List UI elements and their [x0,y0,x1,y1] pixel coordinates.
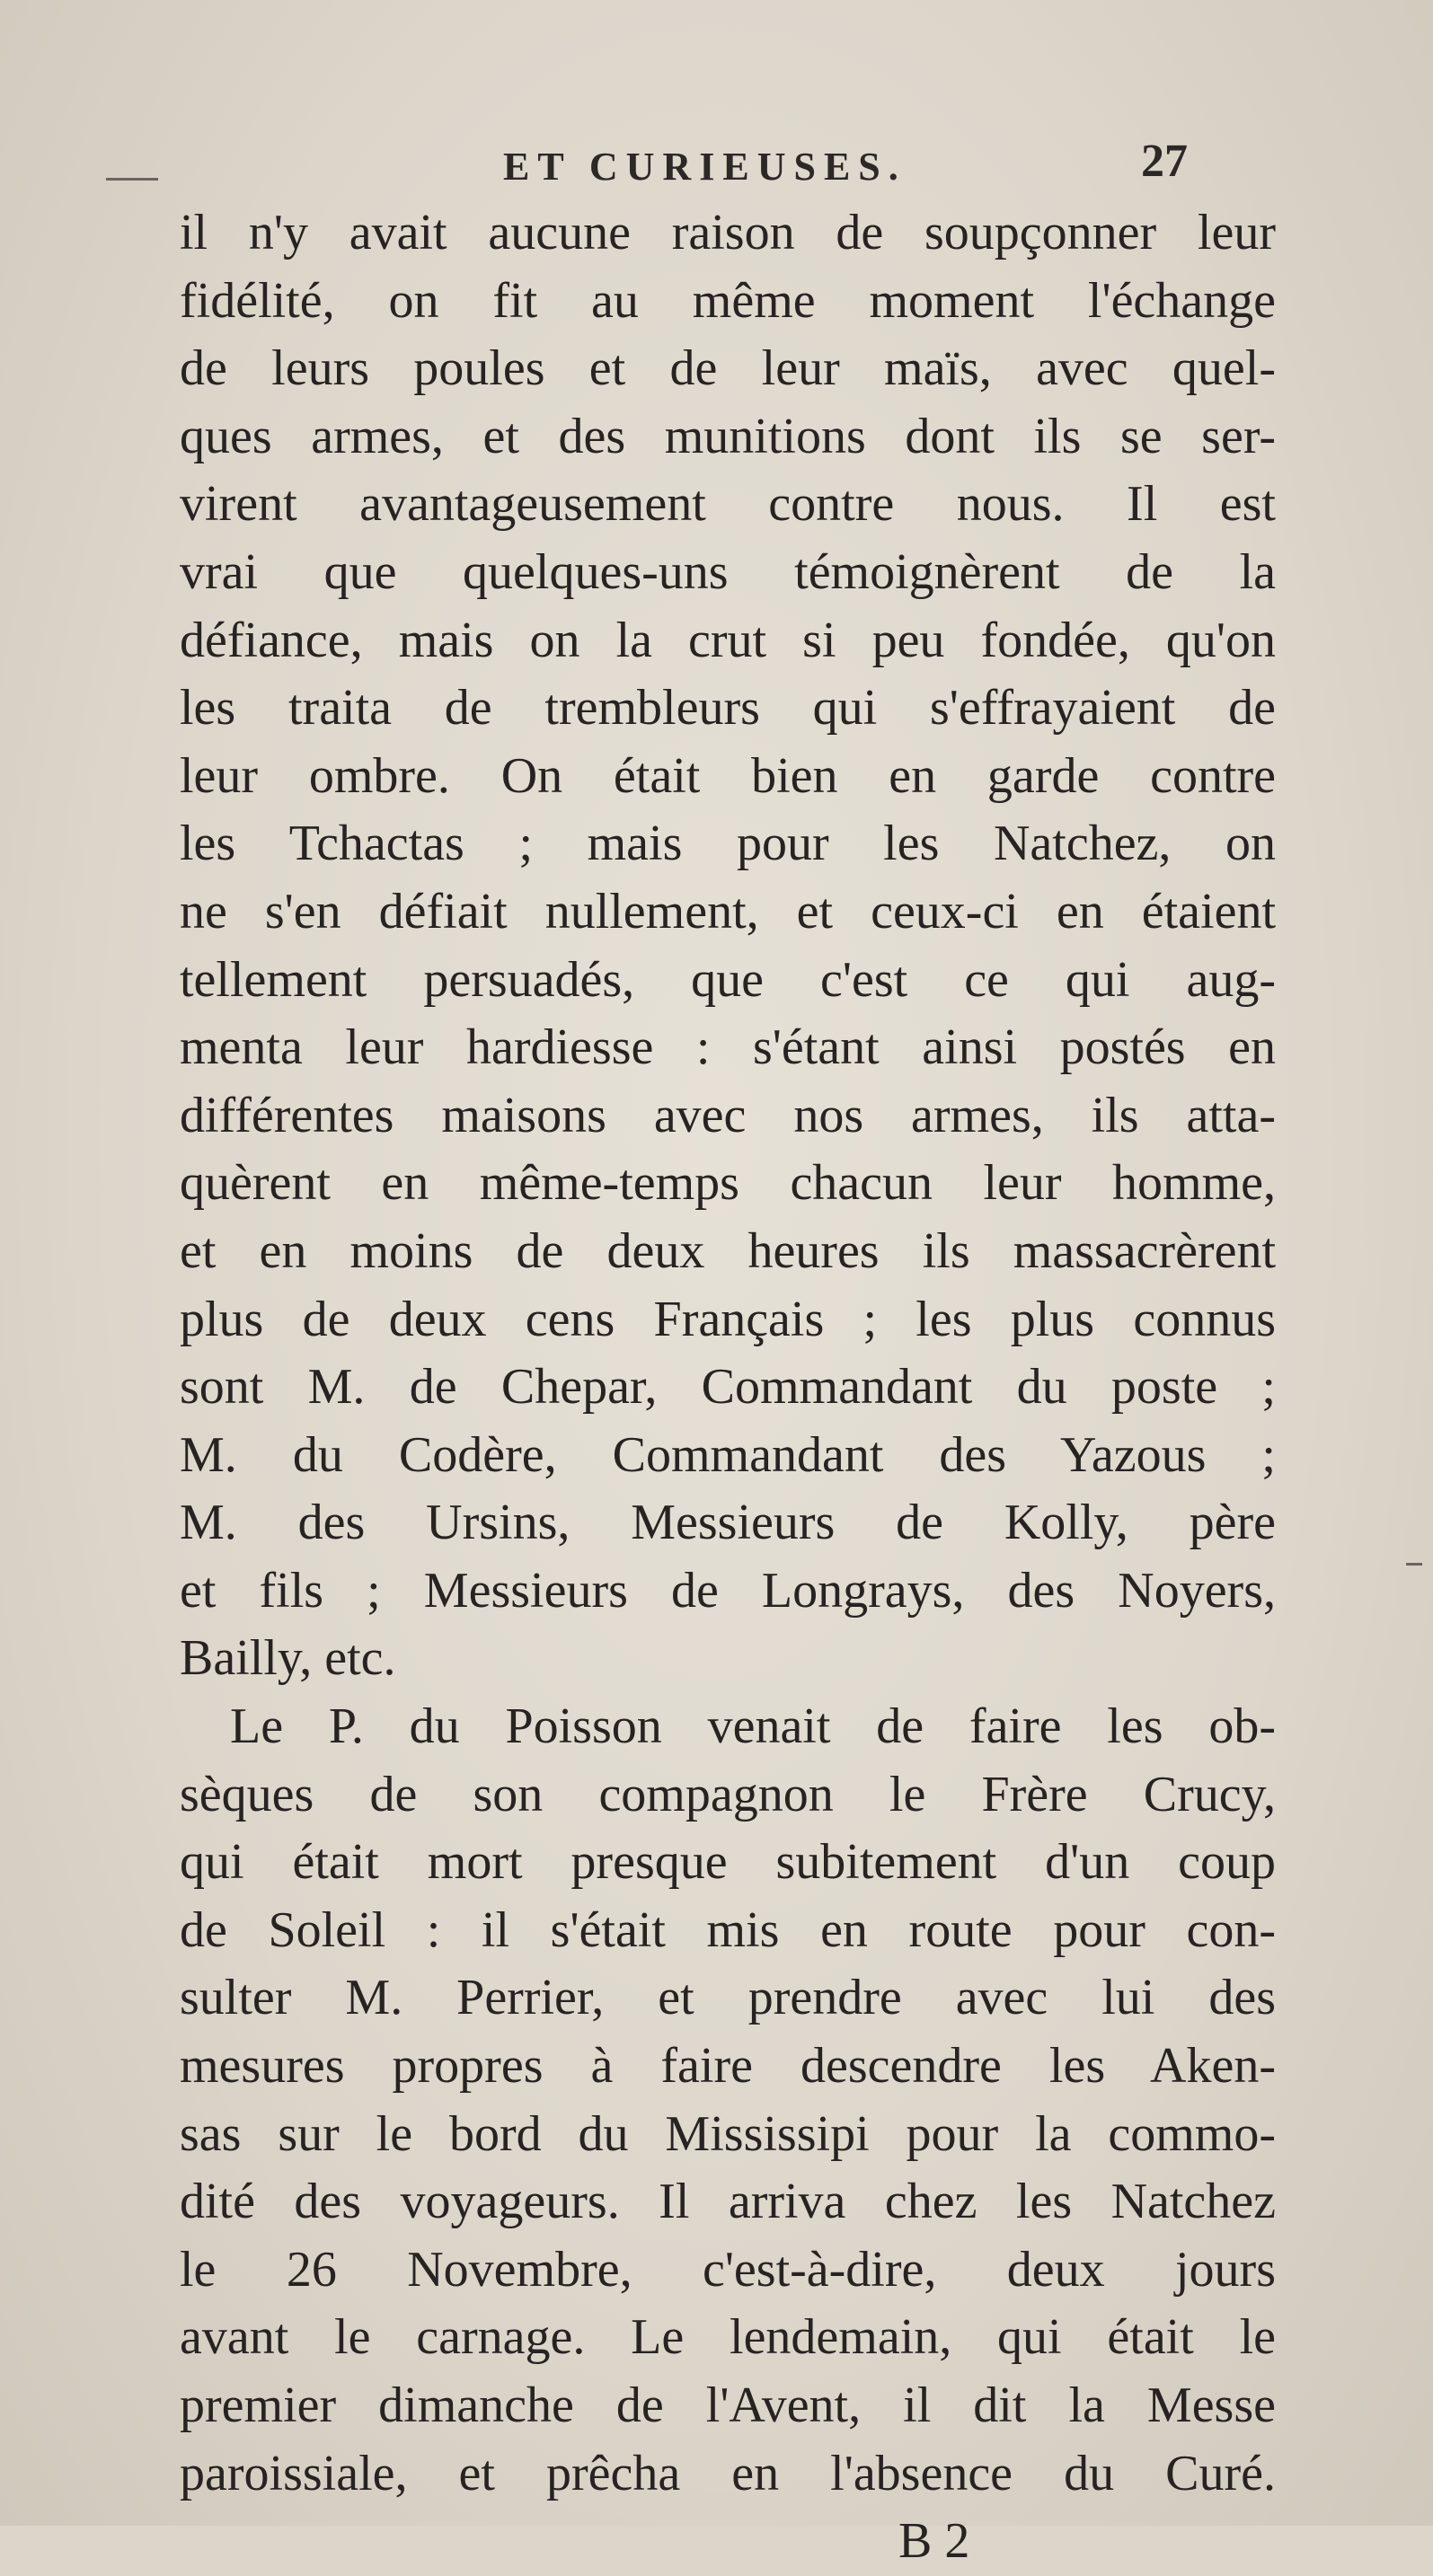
text-line: sulter M. Perrier, et prendre avec lui des [180,1970,1276,2026]
text-line: M. des Ursins, Messieurs de Kolly, père [180,1495,1276,1551]
text-line: sèques de son compagnon le Frère Crucy, [180,1766,1276,1822]
text-line: leur ombre. On était bien en garde contre [180,747,1276,804]
text-line: plus de deux cens Français ; les plus connus [180,1291,1276,1347]
text-line: Bailly, etc. [180,1630,396,1687]
text-line: différentes maisons avec nos armes, ils atta- [180,1087,1276,1143]
running-title: ET CURIEUSES. [503,145,907,189]
text-line: et en moins de deux heures ils massacrèrent [180,1222,1276,1279]
text-line: M. du Codère, Commandant des Yazous ; [180,1426,1276,1483]
text-line: sas sur le bord du Mississipi pour la commo- [180,2105,1276,2162]
body-text [180,199,1276,2576]
text-line: et fils ; Messieurs de Longrays, des Noyers, [180,1562,1276,1619]
text-line: paroissiale, et prêcha en l'absence du Curé. [180,2445,1276,2501]
text-line: le 26 Novembre, c'est-à-dire, deux jours [180,2241,1276,2298]
text-line: avant le carnage. Le lendemain, qui était le [180,2309,1276,2366]
text-line: défiance, mais on la crut si peu fondée, qu'on [180,612,1276,668]
text-line: tellement persuadés, que c'est ce qui aug- [180,951,1276,1008]
text-line: quèrent en même-temps chacun leur homme, [180,1155,1276,1212]
text-line: il n'y avait aucune raison de soupçonner leur [180,205,1276,260]
text-line: premier dimanche de l'Avent, il dit la Messe [180,2378,1276,2433]
text-line: de leurs poules et de leur maïs, avec quel- [180,340,1276,397]
text-line: ques armes, et des munitions dont ils se ser- [180,408,1276,464]
text-line: les traita de trembleurs qui s'effrayaient de [180,680,1276,737]
text-line: menta leur hardiesse : s'étant ainsi postés en [180,1019,1276,1076]
signature-mark: B 2 [898,2513,970,2570]
page-number: 27 [1141,136,1188,187]
text-line: fidélité, on fit au même moment l'échange [180,272,1276,329]
margin-mark [106,178,158,181]
text-line: de Soleil : il s'était mis en route pour con- [180,1901,1276,1958]
text-line: mesures propres à faire descendre les Aken- [180,2038,1276,2095]
text-line: sont M. de Chepar, Commandant du poste ; [180,1359,1276,1416]
margin-mark [1406,1563,1422,1566]
text-line: ne s'en défiait nullement, et ceux-ci en étaient [180,883,1276,940]
text-line: vrai que quelques-uns témoignèrent de la [180,543,1276,600]
text-line: Le P. du Poisson venait de faire les ob- [230,1698,1276,1755]
text-line: qui était mort presque subitement d'un coup [180,1834,1276,1891]
text-line: dité des voyageurs. Il arriva chez les Natchez [180,2174,1276,2230]
text-line: les Tchactas ; mais pour les Natchez, on [180,816,1276,872]
text-line: virent avantageusement contre nous. Il est [180,476,1276,533]
